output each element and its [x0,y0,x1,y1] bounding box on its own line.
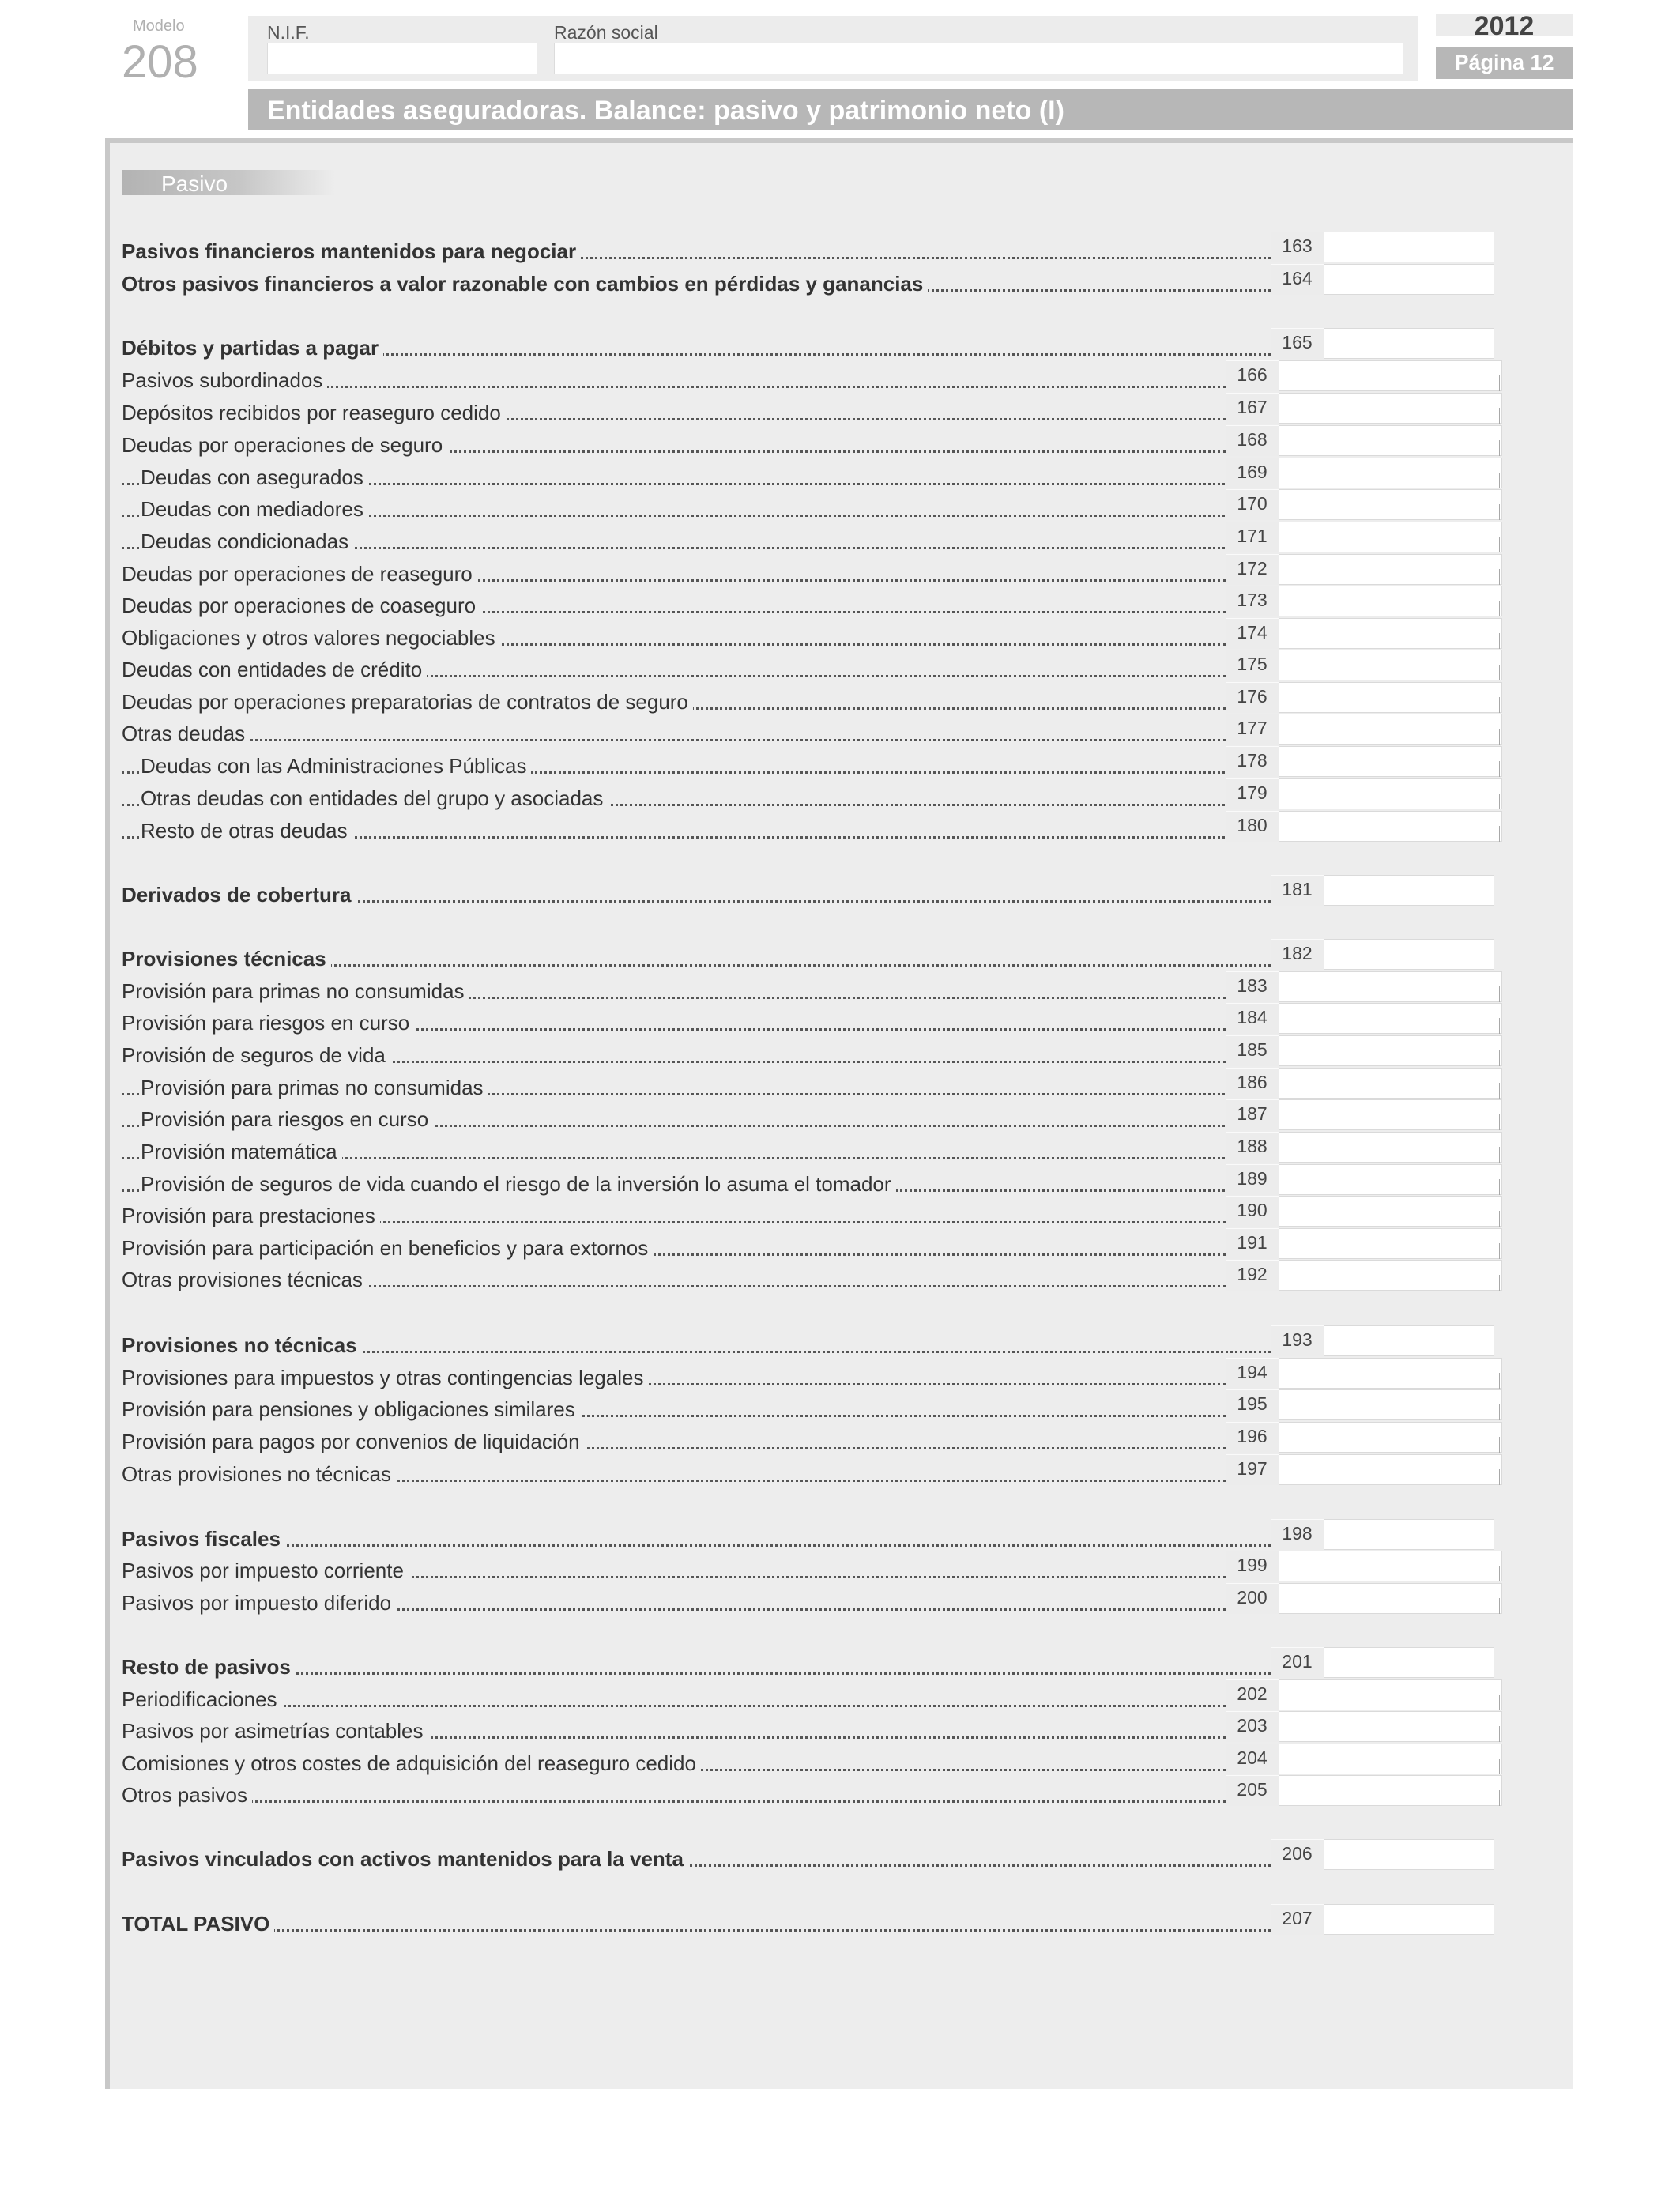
amount-field[interactable] [1279,1711,1502,1742]
amount-field[interactable] [1279,650,1502,680]
balance-row [122,266,1271,297]
balance-row [122,1101,1226,1133]
balance-row [122,651,1226,683]
row-label [122,272,1271,296]
balance-row [122,556,1226,587]
row-label-text: Deudas por operaciones preparatorias de contratos de seguro [122,690,693,714]
balance-row [122,1713,1226,1744]
modelo-label: Modelo [133,17,185,35]
balance-row [122,1005,1226,1036]
amount-field[interactable] [1279,458,1502,488]
row-label [122,1043,1226,1067]
row-label-text: Pasivos financieros mantenidos para negociar [122,239,581,263]
row-label-text: Derivados de cobertura [122,883,356,907]
row-label-text: Deudas por operaciones de coaseguro [122,594,480,617]
box-code: 175 [1226,650,1279,680]
balance-row [122,394,1226,426]
balance-row [122,362,1226,394]
amount-field[interactable] [1279,425,1502,456]
row-label-text: Provisión para primas no consumidas [141,1076,488,1099]
row-label [122,1333,1271,1357]
balance-row [122,1166,1226,1197]
balance-row [122,1423,1226,1455]
amount-field[interactable] [1279,778,1502,809]
box-code: 207 [1271,1904,1324,1935]
amount-field[interactable] [1324,328,1494,359]
row-label [122,690,1226,714]
row-label-text: Pasivos vinculados con activos mantenidos para la venta [122,1847,688,1871]
amount-field[interactable] [1324,1325,1494,1356]
amount-field[interactable] [1279,1389,1502,1420]
row-label-text: Deudas con las Administraciones Públicas [141,754,531,778]
row-label-text: Resto de otras deudas [141,819,352,843]
row-label [122,1236,1226,1260]
box-code: 203 [1226,1711,1279,1742]
row-label [122,1366,1226,1389]
row-label-text: Provisión matemática [141,1140,342,1163]
row-label-text: Provisión para riesgos en curso [141,1107,433,1131]
nif-label: N.I.F. [267,22,310,43]
balance-row [122,1906,1271,1937]
balance-row [122,1456,1226,1487]
row-label [122,368,1226,392]
box-code: 168 [1226,425,1279,456]
box-code: 183 [1226,971,1279,1002]
dot-leader [122,739,1226,741]
row-label [122,1783,1226,1807]
balance-row [122,233,1271,265]
balance-row [122,1552,1226,1584]
row-label [122,722,1226,745]
balance-row [122,427,1226,458]
amount-field[interactable] [1279,522,1502,552]
row-label-text: Provisión de seguros de vida cuando el riesgo de la inversión lo asuma el tomador [141,1172,896,1196]
row-label [122,1140,1245,1163]
row-label [122,1751,1226,1775]
amount-field[interactable] [1279,1679,1502,1710]
box-code: 200 [1226,1583,1279,1614]
amount-field[interactable] [1279,360,1502,391]
amount-field[interactable] [1279,1035,1502,1066]
balance-row [122,1745,1226,1777]
box-code: 199 [1226,1551,1279,1581]
balance-row [122,523,1226,555]
row-label-text: Otras provisiones no técnicas [122,1462,396,1486]
balance-row [122,1359,1226,1391]
row-label-text: Comisiones y otros costes de adquisición del reaseguro cedido [122,1751,701,1775]
row-label [122,1011,1226,1035]
row-label-text: Obligaciones y otros valores negociables [122,626,500,650]
balance-row [122,1649,1271,1680]
amount-field[interactable] [1279,1099,1502,1130]
modelo-number: 208 [122,36,198,88]
amount-field[interactable] [1279,1196,1502,1227]
amount-field[interactable] [1279,554,1502,585]
page-number: Página 12 [1454,51,1554,74]
amount-field[interactable] [1279,1454,1502,1485]
amount-field[interactable] [1279,1422,1502,1453]
row-label [122,1719,1226,1743]
box-code: 167 [1226,393,1279,424]
balance-row [122,1391,1226,1423]
amount-field[interactable] [1324,875,1494,906]
balance-row [122,876,1271,908]
box-code: 173 [1226,586,1279,616]
row-label [122,1397,1226,1421]
row-label-text: Deudas por operaciones de reaseguro [122,562,477,586]
box-code: 182 [1271,939,1324,970]
box-code: 204 [1226,1744,1279,1774]
row-label-text: Periodificaciones [122,1687,282,1711]
row-label [122,466,1245,489]
box-code: 192 [1226,1260,1279,1291]
box-code: 196 [1226,1422,1279,1453]
row-label [122,497,1245,521]
row-label [122,1462,1226,1486]
amount-field[interactable] [1324,264,1494,295]
row-label [122,336,1271,360]
row-label-text: Pasivos fiscales [122,1527,285,1551]
balance-row [122,1230,1226,1261]
box-code: 172 [1226,554,1279,585]
box-code: 178 [1226,746,1279,777]
box-code: 170 [1226,489,1279,520]
row-label [122,626,1226,650]
amount-field[interactable] [1279,746,1502,777]
page-box [1436,47,1573,79]
row-label [122,1107,1245,1131]
row-label-text: TOTAL PASIVO [122,1912,274,1936]
row-label [122,1172,1245,1196]
amount-field[interactable] [1279,1775,1502,1806]
row-label [122,1591,1226,1615]
amount-field[interactable] [1279,971,1502,1002]
row-label [122,819,1245,843]
row-label-text: Provisión de seguros de vida [122,1043,390,1067]
razon-social-label: Razón social [554,22,658,43]
balance-row [122,587,1226,619]
title-bar [248,89,1573,130]
amount-field[interactable] [1279,682,1502,713]
row-label-text: Provisión para participación en beneficios y para extornos [122,1236,653,1260]
balance-row [122,1777,1226,1808]
row-label-text: Deudas por operaciones de seguro [122,433,447,457]
row-label [122,1687,1226,1711]
nif-field[interactable] [267,43,537,74]
balance-row [122,1197,1226,1229]
row-label-text: Deudas con asegurados [141,466,368,489]
row-label-text: Depósitos recibidos por reaseguro cedido [122,401,506,424]
row-label-text: Otros pasivos [122,1783,252,1807]
balance-row [122,1069,1226,1101]
box-code: 177 [1226,714,1279,745]
row-label [122,239,1271,263]
box-code: 191 [1226,1228,1279,1259]
balance-row [122,1521,1271,1552]
amount-field[interactable] [1279,1551,1502,1581]
row-label [122,530,1245,553]
amount-field[interactable] [1279,1003,1502,1034]
row-label [122,1430,1226,1453]
row-label-text: Provisión para riesgos en curso [122,1011,414,1035]
box-code: 195 [1226,1389,1279,1420]
row-label-text: Provisión para primas no consumidas [122,979,469,1003]
dot-leader [122,1800,1226,1803]
row-label [122,1268,1226,1291]
box-code: 187 [1226,1099,1279,1130]
box-code: 201 [1271,1647,1324,1678]
box-code: 169 [1226,458,1279,488]
year-box [1436,11,1573,41]
balance-row [122,620,1226,651]
amount-field[interactable] [1279,1260,1502,1291]
box-code: 174 [1226,618,1279,649]
row-label [122,401,1226,424]
box-code: 181 [1271,875,1324,906]
row-label [122,883,1271,907]
amount-field[interactable] [1279,1228,1502,1259]
row-label-text: Otras deudas con entidades del grupo y asociadas [141,786,608,810]
row-label [122,786,1245,810]
dot-leader [122,1705,1226,1707]
row-label-text: Provisiones técnicas [122,947,331,971]
balance-row [122,330,1271,361]
amount-field[interactable] [1324,1647,1494,1678]
row-label [122,1527,1271,1551]
row-label [122,562,1226,586]
row-label [122,594,1226,617]
balance-row [122,491,1226,522]
amount-field[interactable] [1279,1358,1502,1389]
row-label [122,979,1226,1003]
amount-field[interactable] [1324,939,1494,970]
identification-box [248,16,1418,81]
row-label [122,1204,1226,1227]
box-code: 164 [1271,264,1324,295]
balance-row [122,748,1226,779]
box-code: 189 [1226,1164,1279,1195]
row-label-text: Otros pasivos financieros a valor razonable con cambios en pérdidas y ganancias [122,272,928,296]
balance-row [122,812,1226,844]
amount-field[interactable] [1324,1839,1494,1870]
row-label [122,433,1226,457]
box-code: 185 [1226,1035,1279,1066]
box-code: 176 [1226,682,1279,713]
box-code: 180 [1226,811,1279,842]
row-label-text: Otras deudas [122,722,250,745]
row-label-text: Provisiones no técnicas [122,1333,362,1357]
box-code: 205 [1226,1775,1279,1806]
row-label-text: Pasivos subordinados [122,368,327,392]
row-label-text: Resto de pasivos [122,1655,296,1679]
balance-row [122,1681,1226,1713]
box-code: 197 [1226,1454,1279,1485]
box-code: 184 [1226,1003,1279,1034]
section-label: Pasivo [161,172,228,196]
amount-field[interactable] [1279,1164,1502,1195]
row-label-text: Provisión para pensiones y obligaciones similares [122,1397,580,1421]
row-label [122,754,1245,778]
amount-field[interactable] [1279,393,1502,424]
razon-social-field[interactable] [554,43,1403,74]
amount-field[interactable] [1324,232,1494,262]
row-label-text: Provisión para prestaciones [122,1204,380,1227]
balance-row [122,1327,1271,1359]
box-code: 206 [1271,1839,1324,1870]
row-label-text: Provisión para pagos por convenios de liquidación [122,1430,585,1453]
balance-row [122,780,1226,812]
box-code: 166 [1226,360,1279,391]
row-label [122,1655,1271,1679]
box-code: 163 [1271,232,1324,262]
row-label [122,947,1271,971]
box-code: 188 [1226,1132,1279,1163]
amount-field[interactable] [1279,489,1502,520]
section-tab [122,170,335,195]
box-code: 186 [1226,1068,1279,1099]
row-label-text: Pasivos por impuesto diferido [122,1591,396,1615]
row-label-text: Provisiones para impuestos y otras contingencias legales [122,1366,648,1389]
amount-field[interactable] [1279,714,1502,745]
amount-field[interactable] [1279,811,1502,842]
box-code: 198 [1271,1519,1324,1550]
amount-field[interactable] [1279,1744,1502,1774]
balance-row [122,1841,1271,1872]
balance-row [122,941,1271,972]
balance-row [122,1261,1226,1293]
balance-row [122,1585,1226,1616]
row-label [122,1076,1245,1099]
amount-field[interactable] [1324,1519,1494,1550]
box-code: 165 [1271,328,1324,359]
amount-field[interactable] [1279,1132,1502,1163]
row-label-text: Deudas condicionadas [141,530,353,553]
row-label [122,1847,1271,1871]
balance-row [122,973,1226,1005]
amount-field[interactable] [1279,618,1502,649]
page-title: Entidades aseguradoras. Balance: pasivo y patrimonio neto (I) [267,96,1064,126]
balance-row [122,684,1226,715]
balance-row [122,1037,1226,1069]
row-label [122,658,1226,681]
balance-row [122,459,1226,491]
row-label-text: Débitos y partidas a pagar [122,336,383,360]
row-label [122,1912,1271,1936]
box-code: 179 [1226,778,1279,809]
balance-row [122,715,1226,747]
box-code: 193 [1271,1325,1324,1356]
row-label-text: Otras provisiones técnicas [122,1268,367,1291]
dot-leader [122,1929,1271,1932]
row-label-text: Pasivos por impuesto corriente [122,1559,409,1582]
box-code: 194 [1226,1358,1279,1389]
box-code: 202 [1226,1679,1279,1710]
row-label-text: Pasivos por asimetrías contables [122,1719,428,1743]
dot-leader [122,1544,1271,1547]
row-label [122,1559,1226,1582]
amount-field[interactable] [1279,1583,1502,1614]
box-code: 171 [1226,522,1279,552]
amount-field[interactable] [1279,1068,1502,1099]
year: 2012 [1474,11,1535,41]
box-code: 190 [1226,1196,1279,1227]
balance-row [122,1133,1226,1165]
amount-field[interactable] [1279,586,1502,616]
row-label-text: Deudas con entidades de crédito [122,658,427,681]
row-label-text: Deudas con mediadores [141,497,368,521]
amount-field[interactable] [1324,1904,1494,1935]
